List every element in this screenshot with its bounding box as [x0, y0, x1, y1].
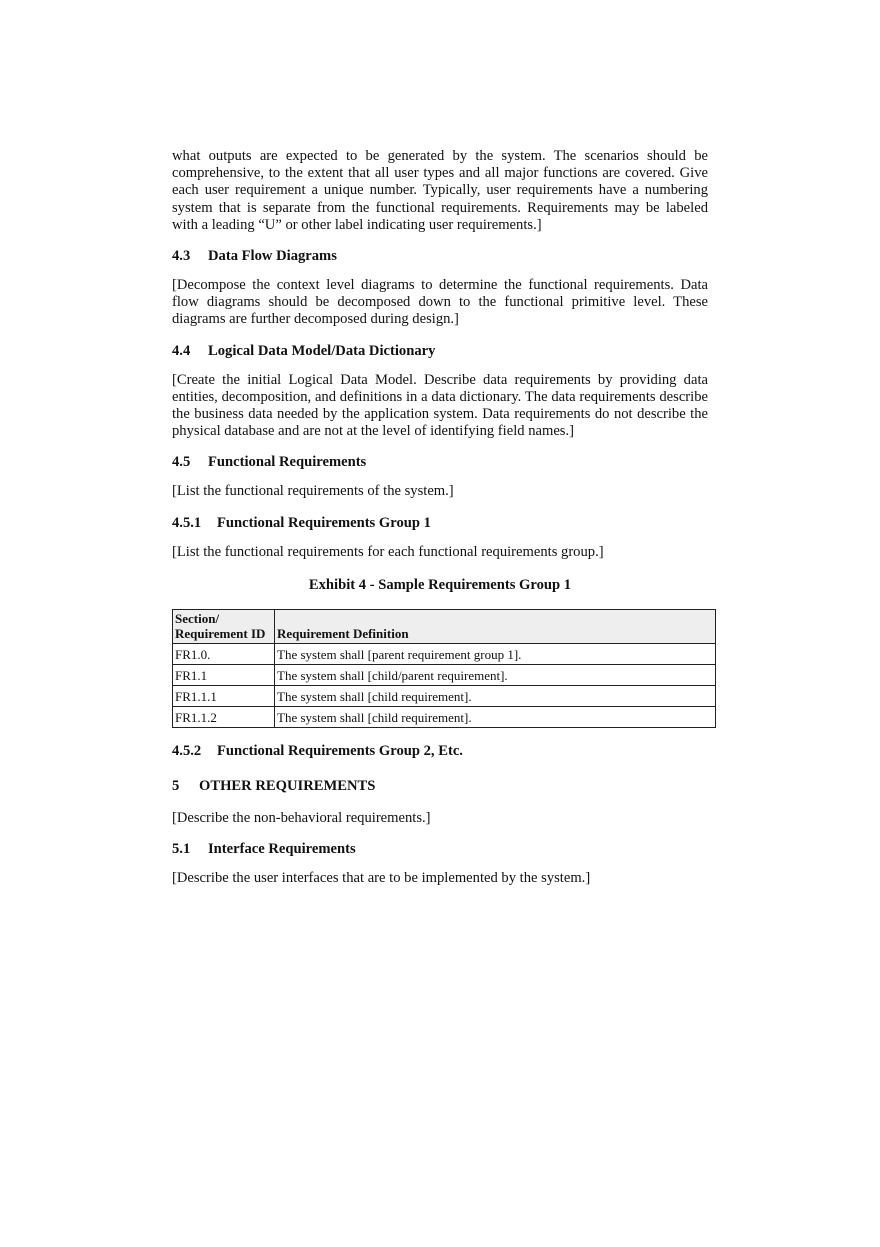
heading-5 [172, 778, 708, 795]
header-section-requirement-id [173, 609, 275, 643]
requirement-definition-cell: The system shall [parent requirement group 1]. [275, 643, 716, 664]
intro-paragraph: what outputs are expected to be generated by the system. The scenarios should be comprehensive, to the extent that all user types and all major functions are covered. Give each user requirement a unique number. Typically, user requirements have a numbering system that is separate from the functional requirements. Requirements may be labeled with a leading “U” or other label indicating user requirements.] [172, 148, 708, 233]
heading-title: Data Flow Diagrams [208, 248, 337, 265]
table-header-row [173, 609, 716, 643]
section-4-5-1-text: [List the functional requirements for each functional requirements group.] [172, 543, 604, 560]
heading-number: 5.1 [172, 841, 191, 858]
requirement-id-cell: FR1.0. [173, 643, 275, 664]
heading-number: 5 [172, 777, 180, 794]
header-line: Requirement ID [175, 625, 266, 641]
heading-4-4 [172, 343, 708, 360]
heading-4-5 [172, 454, 708, 471]
table-row [173, 685, 716, 706]
requirement-definition-cell: The system shall [child requirement]. [275, 706, 716, 727]
heading-number: 4.5 [172, 454, 191, 471]
heading-4-5-2 [172, 743, 708, 760]
heading-title: Logical Data Model/Data Dictionary [208, 342, 436, 359]
section-4-4-text: [Create the initial Logical Data Model. Describe data requirements by providing data entities, decomposition, and definitions in a data dictionary. The data requirements describe the business data needed by the application system. Data requirements do not describe the physical database and are not at the level of identifying field names.] [172, 371, 708, 440]
section-5-1-text: [Describe the user interfaces that are to be implemented by the system.] [172, 870, 591, 887]
requirements-table [172, 609, 716, 728]
heading-number: 4.3 [172, 248, 191, 265]
table-row [173, 706, 716, 727]
heading-number: 4.5.2 [172, 742, 202, 759]
section-5-text: [Describe the non-behavioral requirements.] [172, 809, 431, 826]
heading-title: Interface Requirements [208, 841, 356, 858]
requirement-id-cell: FR1.1.1 [173, 685, 275, 706]
heading-number: 4.4 [172, 342, 191, 359]
heading-5-1 [172, 841, 708, 858]
requirement-definition-cell: The system shall [child/parent requirement]. [275, 664, 716, 685]
table-row [173, 643, 716, 664]
requirement-definition-cell: The system shall [child requirement]. [275, 685, 716, 706]
section-4-5-text: [List the functional requirements of the system.] [172, 483, 454, 500]
heading-title: OTHER REQUIREMENTS [199, 777, 376, 794]
heading-title: Functional Requirements Group 2, Etc. [217, 742, 463, 759]
exhibit-caption: Exhibit 4 - Sample Requirements Group 1 [308, 576, 572, 593]
header-line: Section/ [175, 610, 220, 626]
requirement-id-cell: FR1.1 [173, 664, 275, 685]
heading-4-5-1 [172, 515, 708, 532]
heading-4-3 [172, 248, 708, 265]
requirement-id-cell: FR1.1.2 [173, 706, 275, 727]
document-page [172, 148, 708, 887]
table-row [173, 664, 716, 685]
heading-title: Functional Requirements Group 1 [217, 514, 431, 531]
heading-title: Functional Requirements [208, 454, 367, 471]
heading-number: 4.5.1 [172, 514, 202, 531]
header-requirement-definition: Requirement Definition [275, 609, 716, 643]
section-4-3-text: [Decompose the context level diagrams to determine the functional requirements. Data flow diagrams should be decomposed down to the functional primitive level. These diagrams are further decomposed during design.] [172, 277, 708, 328]
